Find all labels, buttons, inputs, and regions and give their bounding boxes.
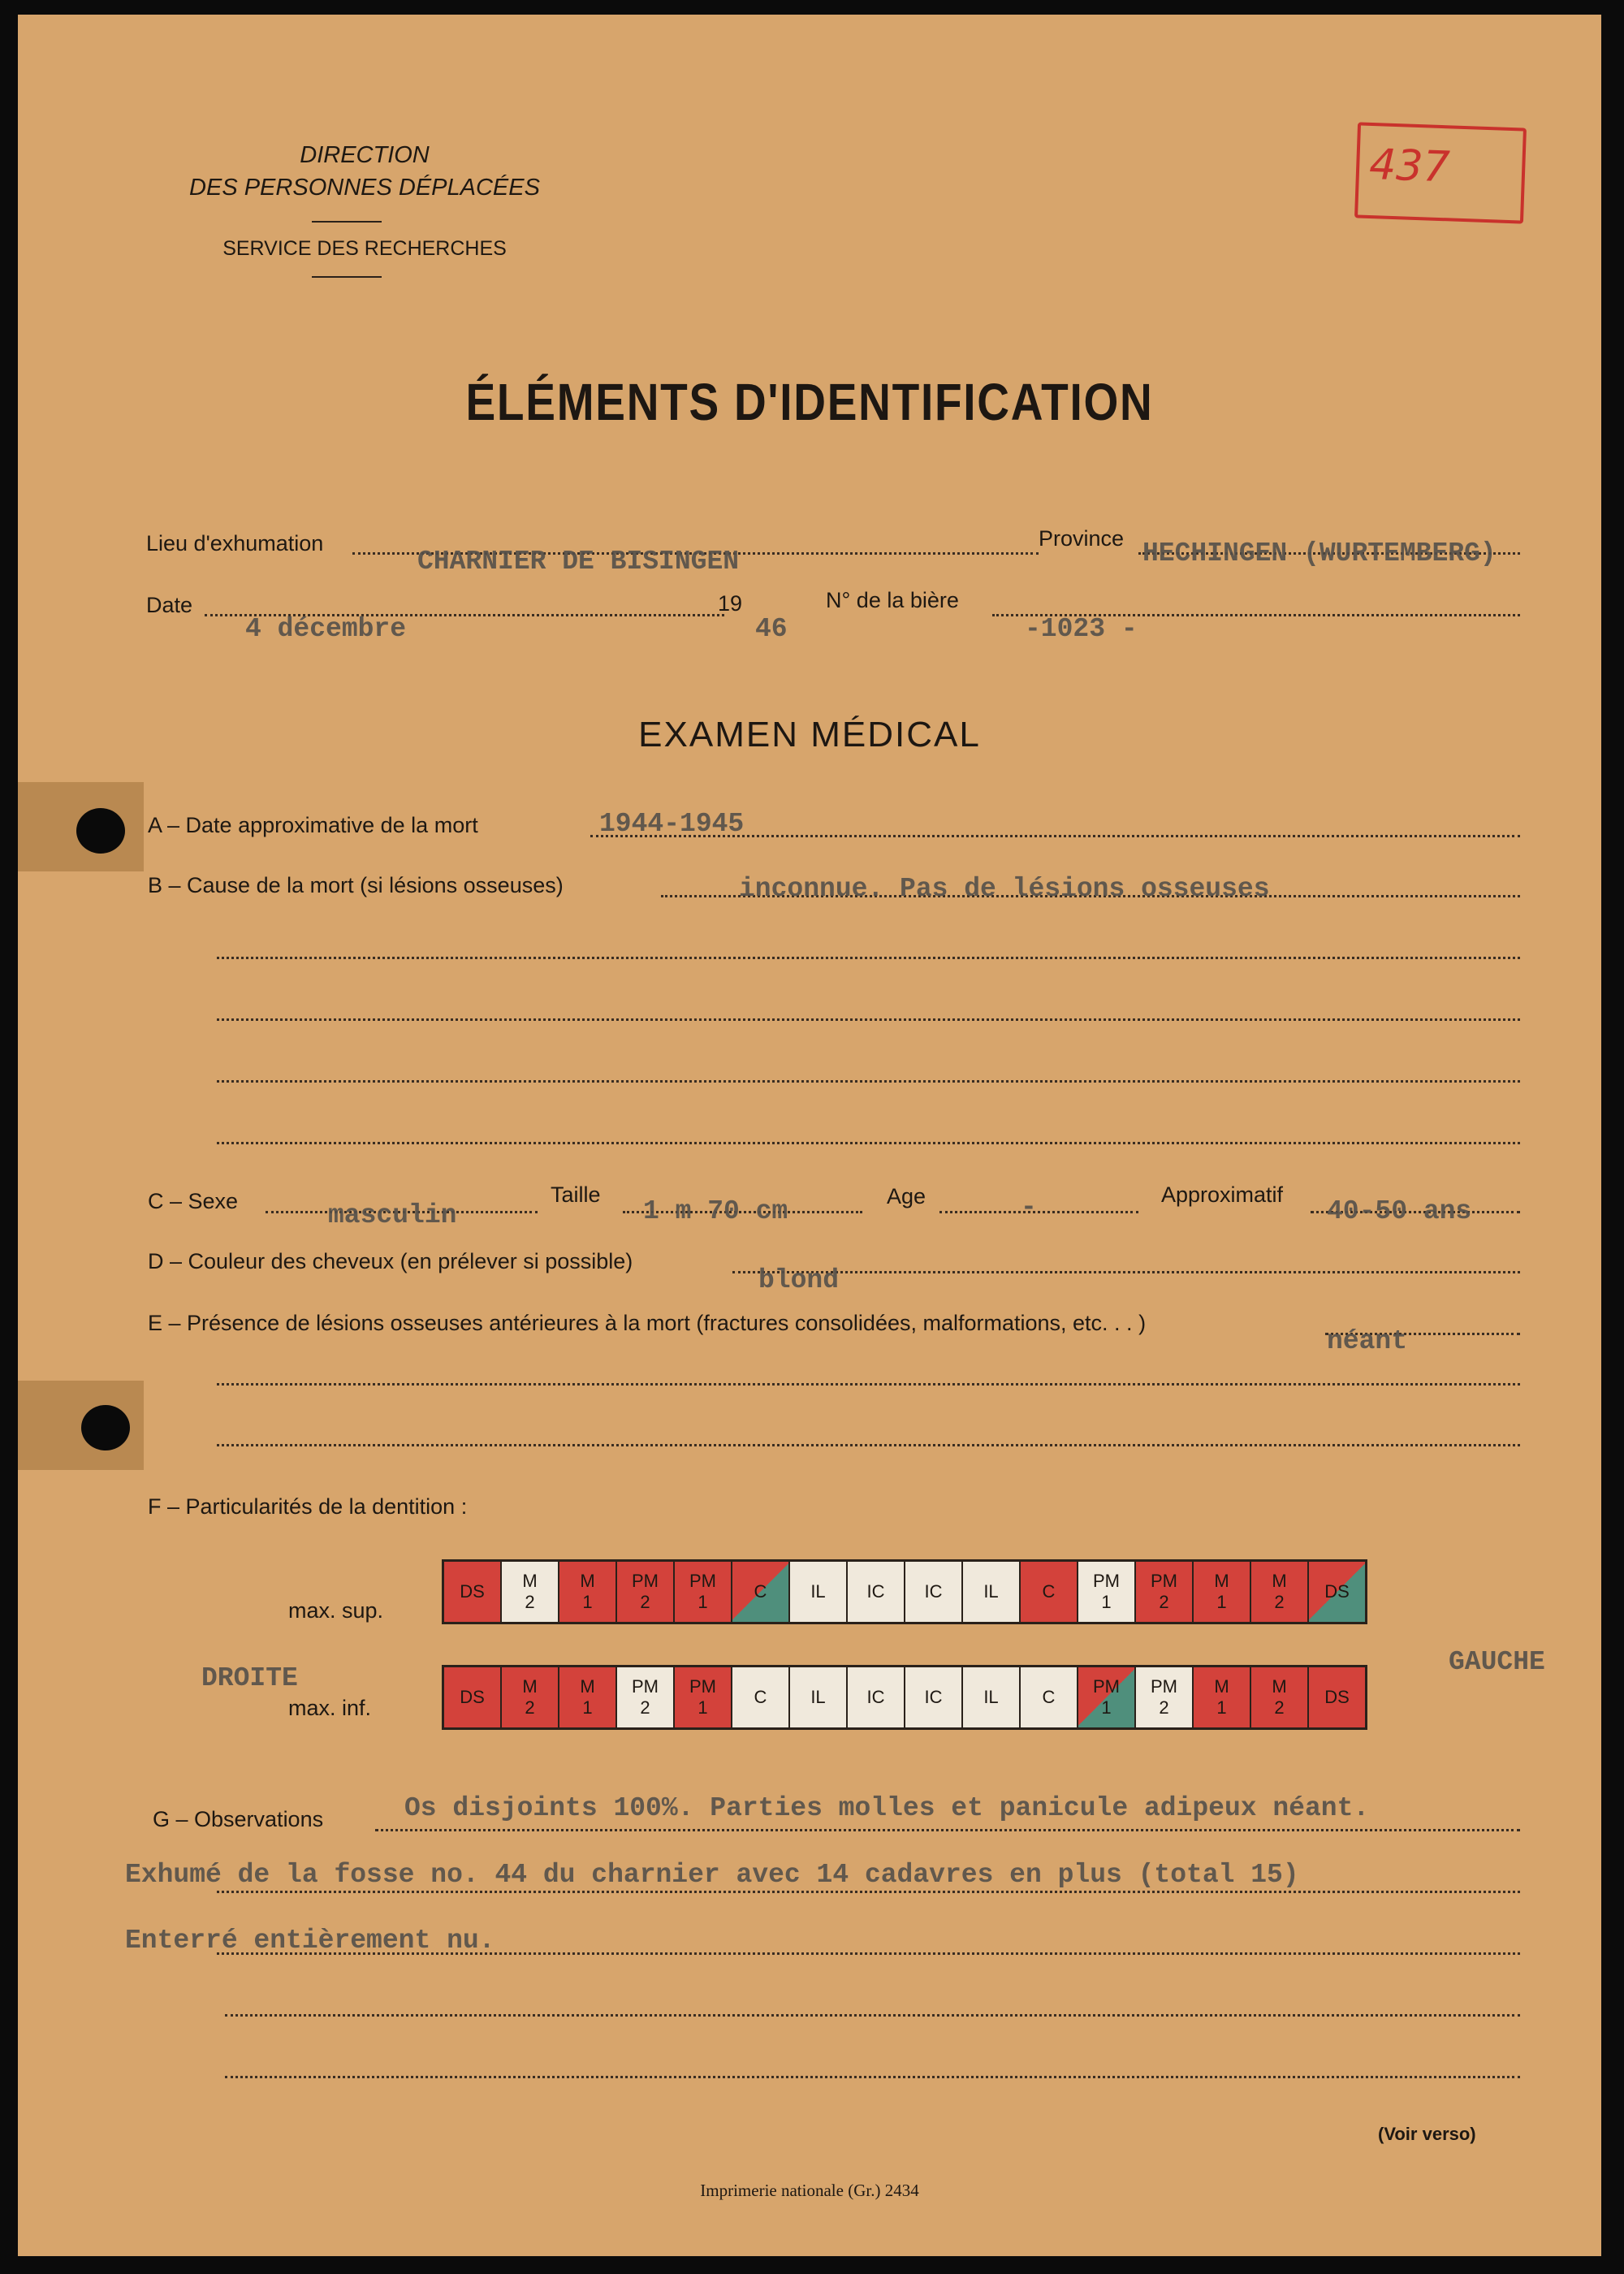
tooth-label: PM (1151, 1676, 1177, 1697)
dotted-line (217, 957, 1520, 959)
punch-hole (81, 1405, 130, 1450)
tooth-cell (559, 1562, 617, 1622)
tooth-cell (732, 1667, 790, 1727)
dotted-line (375, 1829, 1520, 1831)
item-g-label: G – Observations (153, 1807, 324, 1831)
tooth-number: 2 (1159, 1697, 1169, 1718)
header-service: SERVICE DES RECHERCHES (222, 237, 507, 260)
tooth-number: 2 (1274, 1592, 1285, 1612)
observation-line-3: Enterré entièrement nu. (125, 1926, 495, 1956)
observation-line-1: Os disjoints 100%. Parties molles et panicule adipeux néant. (404, 1793, 1370, 1823)
tooth-cell (1136, 1667, 1194, 1727)
lieu-value: CHARNIER DE BISINGEN (417, 547, 740, 577)
dotted-line (225, 2076, 1520, 2078)
item-c-approx-value: 40-50 ans (1327, 1196, 1472, 1226)
tooth-number: 1 (698, 1592, 708, 1612)
tooth-label: PM (1093, 1571, 1120, 1591)
side-gauche: GAUCHE (1449, 1647, 1545, 1677)
item-a-value: 1944-1945 (599, 809, 745, 839)
tooth-label: C (1042, 1687, 1056, 1707)
voir-verso: (Voir verso) (1378, 2124, 1476, 2144)
dotted-line (217, 1891, 1520, 1893)
tooth-number: 1 (1101, 1697, 1112, 1718)
tooth-cell (559, 1667, 617, 1727)
tooth-label: PM (1093, 1676, 1120, 1697)
tooth-number: 2 (1274, 1697, 1285, 1718)
item-d-label: D – Couleur des cheveux (en prélever si possible) (148, 1249, 633, 1273)
tooth-cell (1078, 1562, 1136, 1622)
tooth-label: C (754, 1687, 767, 1707)
tooth-number: 2 (525, 1592, 535, 1612)
dotted-line (217, 1018, 1520, 1021)
tooth-number: 1 (1216, 1592, 1227, 1612)
tooth-label: M (1214, 1571, 1229, 1591)
tooth-label: PM (632, 1571, 659, 1591)
item-b-value: inconnue. Pas de lésions osseuses (739, 874, 1270, 904)
file-number-stamp: 437 (1354, 122, 1527, 223)
tooth-cell (1194, 1562, 1251, 1622)
tooth-cell (732, 1562, 790, 1622)
tooth-number: 1 (1101, 1592, 1112, 1612)
header-personnes-deplacees: DES PERSONNES DÉPLACÉES (189, 175, 540, 201)
item-c-approx-label: Approximatif (1161, 1182, 1284, 1207)
exam-title: EXAMEN MÉDICAL (638, 715, 981, 754)
tooth-cell (790, 1667, 848, 1727)
biere-value: -1023 - (1025, 614, 1138, 644)
tooth-label: M (1272, 1676, 1287, 1697)
lower-teeth-chart (442, 1665, 1367, 1730)
tooth-number: 2 (640, 1697, 650, 1718)
item-f-label: F – Particularités de la dentition : (148, 1494, 468, 1519)
tooth-cell (617, 1562, 675, 1622)
tooth-cell (1309, 1562, 1365, 1622)
dotted-line (217, 1142, 1520, 1144)
item-e-label: E – Présence de lésions osseuses antérieures à la mort (fractures consolidées, malformations, etc. . . ) (148, 1311, 1147, 1335)
tooth-cell (1309, 1667, 1365, 1727)
tooth-number: 1 (582, 1697, 593, 1718)
tooth-cell (1251, 1562, 1309, 1622)
tooth-label: DS (1324, 1581, 1350, 1602)
tooth-cell (790, 1562, 848, 1622)
tooth-label: PM (689, 1676, 716, 1697)
tooth-label: IL (983, 1581, 999, 1602)
province-label: Province (1039, 526, 1125, 551)
item-e-value: néant (1327, 1326, 1408, 1356)
tooth-label: M (522, 1676, 538, 1697)
tooth-label: M (580, 1571, 595, 1591)
tooth-number: 2 (1159, 1592, 1169, 1612)
date-value: 4 décembre (245, 614, 407, 644)
tooth-label: IC (924, 1581, 943, 1602)
header-divider (312, 276, 382, 278)
tooth-cell (617, 1667, 675, 1727)
tooth-number: 2 (525, 1697, 535, 1718)
tooth-cell (1021, 1562, 1078, 1622)
tooth-cell (848, 1667, 905, 1727)
tooth-cell (444, 1562, 502, 1622)
tooth-cell (502, 1667, 559, 1727)
header-direction: DIRECTION (300, 142, 430, 168)
item-c-sexe-label: C – Sexe (148, 1189, 239, 1213)
tooth-cell (502, 1562, 559, 1622)
item-c-age-value: - (1021, 1192, 1037, 1222)
tooth-cell (963, 1667, 1021, 1727)
dotted-line (217, 1080, 1520, 1083)
item-c-age-label: Age (887, 1184, 926, 1208)
side-droite: DROITE (201, 1663, 298, 1693)
tooth-label: C (1042, 1581, 1056, 1602)
tooth-cell (1078, 1667, 1136, 1727)
tooth-label: PM (632, 1676, 659, 1697)
item-c-taille-label: Taille (551, 1182, 601, 1207)
dotted-line (217, 1444, 1520, 1446)
upper-teeth-chart (442, 1559, 1367, 1624)
tooth-label: M (1214, 1676, 1229, 1697)
dotted-line (225, 2014, 1520, 2017)
date-label: Date (146, 593, 193, 617)
item-c-sexe-value: masculin (328, 1200, 457, 1230)
tooth-cell (1251, 1667, 1309, 1727)
identification-form (18, 15, 1601, 2256)
header-divider (312, 221, 382, 223)
tooth-cell (905, 1667, 963, 1727)
tooth-number: 1 (582, 1592, 593, 1612)
tooth-label: PM (689, 1571, 716, 1591)
tooth-cell (444, 1667, 502, 1727)
tooth-label: M (522, 1571, 538, 1591)
year-value: 46 (755, 614, 788, 644)
tooth-label: DS (460, 1581, 485, 1602)
dotted-line (217, 1383, 1520, 1386)
lower-jaw-label: max. inf. (288, 1696, 372, 1720)
dotted-line (732, 1271, 1520, 1273)
tooth-cell (1194, 1667, 1251, 1727)
page-title: ÉLÉMENTS D'IDENTIFICATION (465, 373, 1154, 431)
tooth-label: IL (983, 1687, 999, 1707)
tooth-label: C (754, 1581, 767, 1602)
tooth-cell (675, 1562, 732, 1622)
item-a-label: A – Date approximative de la mort (148, 813, 478, 837)
item-d-value: blond (758, 1265, 840, 1295)
tooth-number: 1 (698, 1697, 708, 1718)
tooth-label: M (1272, 1571, 1287, 1591)
tooth-cell (848, 1562, 905, 1622)
tooth-cell (1021, 1667, 1078, 1727)
printer-imprint: Imprimerie nationale (Gr.) 2434 (700, 2181, 919, 2200)
lieu-label: Lieu d'exhumation (146, 531, 324, 556)
tooth-number: 1 (1216, 1697, 1227, 1718)
tooth-label: M (580, 1676, 595, 1697)
tooth-label: DS (460, 1687, 485, 1707)
tooth-cell (905, 1562, 963, 1622)
tooth-cell (963, 1562, 1021, 1622)
year-prefix: 19 (718, 591, 743, 616)
tooth-number: 2 (640, 1592, 650, 1612)
tooth-cell (1136, 1562, 1194, 1622)
tooth-label: IC (866, 1581, 885, 1602)
upper-jaw-label: max. sup. (288, 1598, 384, 1623)
item-b-label: B – Cause de la mort (si lésions osseuses) (148, 873, 564, 897)
punch-hole (76, 808, 125, 854)
province-value: HECHINGEN (WURTEMBERG) (1142, 538, 1497, 568)
tooth-label: IC (866, 1687, 885, 1707)
observation-line-2: Exhumé de la fosse no. 44 du charnier avec 14 cadavres en plus (total 15) (125, 1860, 1299, 1890)
tooth-label: PM (1151, 1571, 1177, 1591)
tooth-label: DS (1324, 1687, 1350, 1707)
dotted-line (939, 1211, 1138, 1213)
tooth-label: IL (810, 1581, 826, 1602)
tooth-label: IL (810, 1687, 826, 1707)
item-c-taille-value: 1 m 70 cm (643, 1196, 788, 1226)
tooth-label: IC (924, 1687, 943, 1707)
biere-label: N° de la bière (826, 588, 959, 612)
tooth-cell (675, 1667, 732, 1727)
